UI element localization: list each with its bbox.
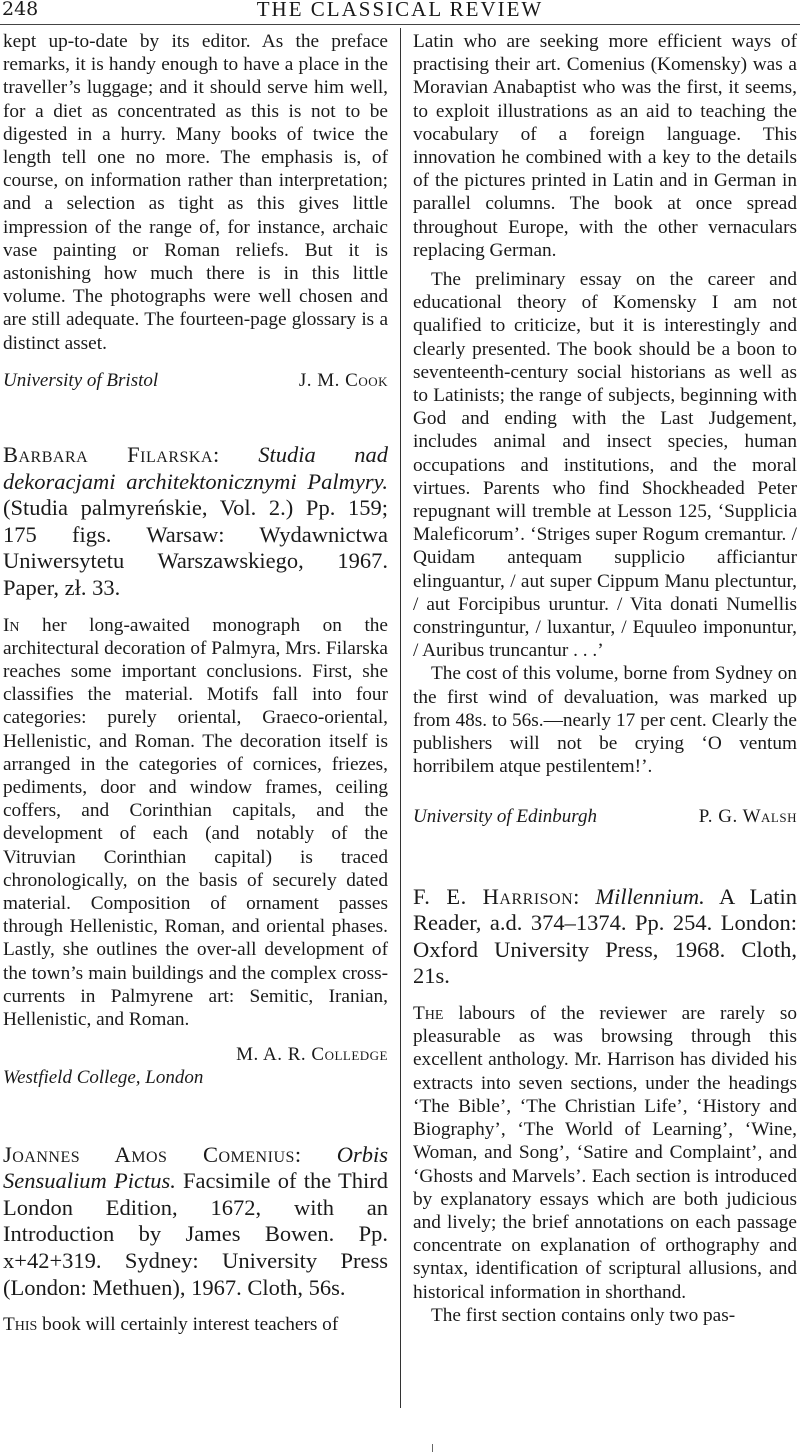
filarska-review-text xyxy=(3,614,388,1032)
filarska-title: Studia nad dekoracjami architektonicznymi Palmyry. xyxy=(3,442,388,494)
walsh-institution: University of Edinburgh xyxy=(413,805,597,827)
filarska-author: Barbara Filarska: xyxy=(3,442,220,468)
comenius-paragraph-3: The cost of this volume, borne from Sydney on the first wind of devaluation, was marked up from 48s. to 56s.—nearly 17 per cent. Clearly the publishers will not be crying ‘O ventum horribilem atque pestilentem!’. xyxy=(413,663,797,778)
running-title: THE CLASSICAL REVIEW xyxy=(256,0,544,21)
walsh-signature xyxy=(413,805,797,828)
harrison-body: labours of the reviewer are rarely so pleasurable as was browsing through this excellent anthology. Mr. Harrison has divided his extracts into seven sections, under the headings ‘The Bible’, ‘The Christian Life’, ‘History and Biography’, ‘The World of Learning’, ‘Wine, Woman, and Song’, ‘Satire and Complaint’, and ‘Ghosts and Marvels’. Each section is introduced by explanatory essays which are both judicious and lively; the brief annotations on each passage concentrate on explanation of orthography and syntax, identification of scriptural allusions, and historical information in shorthand. xyxy=(413,1003,797,1303)
colledge-institution: Westfield College, London xyxy=(3,1067,204,1089)
filarska-body: her long-awaited monograph on the architectural decoration of Palmyra, Mrs. Filarska reaches some important conclusions. First, she classifies the material. Motifs fall into four categories: purely oriental, Graeco-oriental, Hellenistic, and Roman. The decoration itself is arranged in the categories of cornices, friezes, pediments, door and window frames, ceiling coffers, and Corinthian capitals, and the development of each (and notably of the Vitruvian Corinthian capital) is traced chronologically, on the basis of securely dated material. Composition of ornament passes through Hellenistic, Roman, and oriental phases. Lastly, she outlines the over-all development of the town’s main buildings and the complex cross-currents in Palmyrene art: Semitic, Iranian, Hellenistic, and Roman. xyxy=(3,614,388,1031)
harrison-author: F. E. Harrison: xyxy=(413,883,580,909)
harrison-title: Millennium. xyxy=(595,883,705,909)
comenius-author: Joannes Amos Comenius: xyxy=(3,1141,302,1167)
comenius-paragraph-2: The preliminary essay on the career and educational theory of Komensky I am not qualified to criticize, but it is interestingly and clearly presented. The book should be a boon to seventeenth-century social historians as well as to Latinists; the range of subjects, beginning with God and ending with the Last Judgement, includes animal and insect species, human occupations and institutions, and the moral virtues. Parents who find Shockheaded Peter repugnant will tremble at Lesson 125, ‘Supplicia Maleficorum’. ‘Striges super Rogum cremantur. / Quidam antequam supplicio afficiantur elinguantur, / aut super Cippum Manu plectuntur, / aut Forcipibus uruntur. / Vita donati Numellis constringuntur, / luxantur, / Equuleo imponuntur, / Auribus truncantur . . .’ xyxy=(413,269,797,662)
comenius-title: Orbis Sensualium Pictus. xyxy=(3,1141,389,1194)
right-column xyxy=(413,30,797,1327)
header-rule xyxy=(0,24,800,25)
comenius-review-cont: Latin who are seeking more efficient ways of practising their art. Comenius (Komensky) was a Moravian Anabaptist who was the first, it seems, to exploit illustrations as an aid to teaching the vocabulary of a foreign language. This innovation he combined with a key to the details of the pictures printed in Latin and in German in parallel columns. The book at once spread throughout Europe, with the other vernaculars replacing German. xyxy=(413,31,797,261)
comenius-first-word: This xyxy=(3,1314,38,1336)
cook-review-text: kept up-to-date by its editor. As the preface remarks, it is handy enough to have a place in the traveller’s luggage; and it should serve him well, for a diet as concentrated as this is not to be digested in a hurry. Many books of twice the length tell one no more. The emphasis is, of course, on information rather than interpretation; and a selection as tight as this gives little impression of the range of, for instance, archaic vase painting or Roman reliefs. But it is astonishing how much there is in this little volume. The photographs were well chosen and are still adequate. The fourteen-page glossary is a distinct asset. xyxy=(3,31,388,354)
colledge-name-text: M. A. R. Colledge xyxy=(236,1044,388,1066)
cook-signature xyxy=(3,369,388,392)
cook-institution: University of Bristol xyxy=(3,369,159,391)
harrison-paragraph-2: The first section contains only two pas- xyxy=(431,1304,736,1326)
comenius-details: Facsimile of the Third London Edition, 1672, with an Introduction by James Bowen. Pp. x+42+319. Sydney: University Press (London: Methuen), 1967. Cloth, 56s. xyxy=(3,1168,388,1300)
left-column xyxy=(3,30,388,1336)
colledge-name xyxy=(3,1043,388,1066)
filarska-details: (Studia palmyreńskie, Vol. 2.) Pp. 159; 175 figs. Warsaw: Wydawnictwa Uniwersytetu Warszawskiego, 1967. Paper, zł. 33. xyxy=(3,495,388,601)
page-number: 248 xyxy=(2,0,39,20)
column-divider xyxy=(400,28,401,1408)
comenius-heading xyxy=(3,1142,388,1302)
filarska-first-word: In xyxy=(3,614,20,636)
comenius-review-start xyxy=(3,1313,388,1336)
harrison-first-word: The xyxy=(413,1003,444,1025)
filarska-heading xyxy=(3,442,388,602)
walsh-name: P. G. Walsh xyxy=(698,805,797,827)
page-mark xyxy=(432,1444,433,1452)
harrison-heading xyxy=(413,884,797,990)
cook-name: J. M. Cook xyxy=(298,369,388,391)
page-header xyxy=(0,0,800,22)
harrison-details: A Latin Reader, a.d. 374–1374. Pp. 254. London: Oxford University Press, 1968. Cloth, 21s. xyxy=(413,883,797,989)
comenius-body-start: book will certainly interest teachers of xyxy=(42,1314,339,1336)
harrison-review-text xyxy=(413,1002,797,1304)
